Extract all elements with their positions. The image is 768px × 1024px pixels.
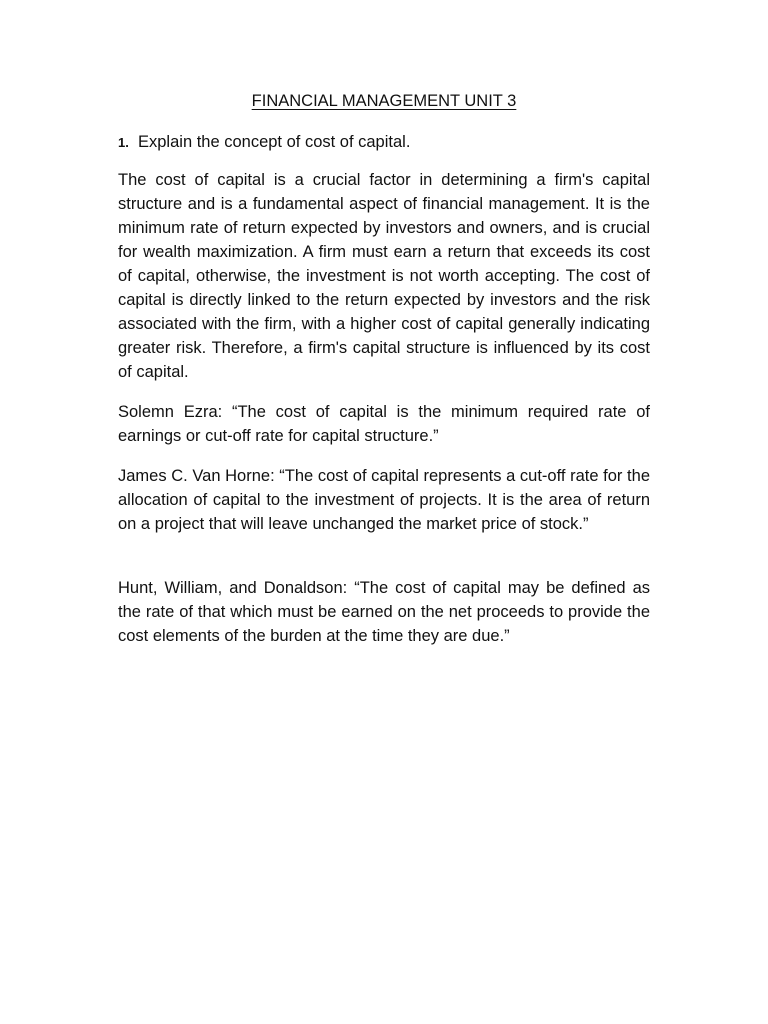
quote-paragraph-solemn-ezra: Solemn Ezra: “The cost of capital is the minimum required rate of earnings or cut-off rate for capital structure.”: [118, 403, 650, 445]
question-text: Explain the concept of cost of capital.: [138, 133, 411, 151]
question-heading: [118, 131, 650, 154]
document-title-block: [118, 90, 650, 112]
document-title: FINANCIAL MANAGEMENT UNIT 3: [251, 92, 517, 110]
quote-paragraph-van-horne: James C. Van Horne: “The cost of capital represents a cut-off rate for the allocation of capital to the investment of projects. It is the area of return on a project that will leave unchanged the market price of stock.”: [118, 467, 650, 533]
question-number: 1.: [118, 135, 129, 150]
quote-paragraph-hunt-william-donaldson: Hunt, William, and Donaldson: “The cost of capital may be defined as the rate of that which must be earned on the net proceeds to provide the cost elements of the burden at the time they are due.”: [118, 579, 650, 645]
body-paragraph-definition: The cost of capital is a crucial factor in determining a firm's capital structure and is a fundamental aspect of financial management. It is the minimum rate of return expected by investors and owners, and is crucial for wealth maximization. A firm must earn a return that exceeds its cost of capital, otherwise, the investment is not worth accepting. The cost of capital is directly linked to the return expected by investors and the risk associated with the firm, with a higher cost of capital generally indicating greater risk. Therefore, a firm's capital structure is influenced by its cost of capital.: [118, 171, 650, 381]
